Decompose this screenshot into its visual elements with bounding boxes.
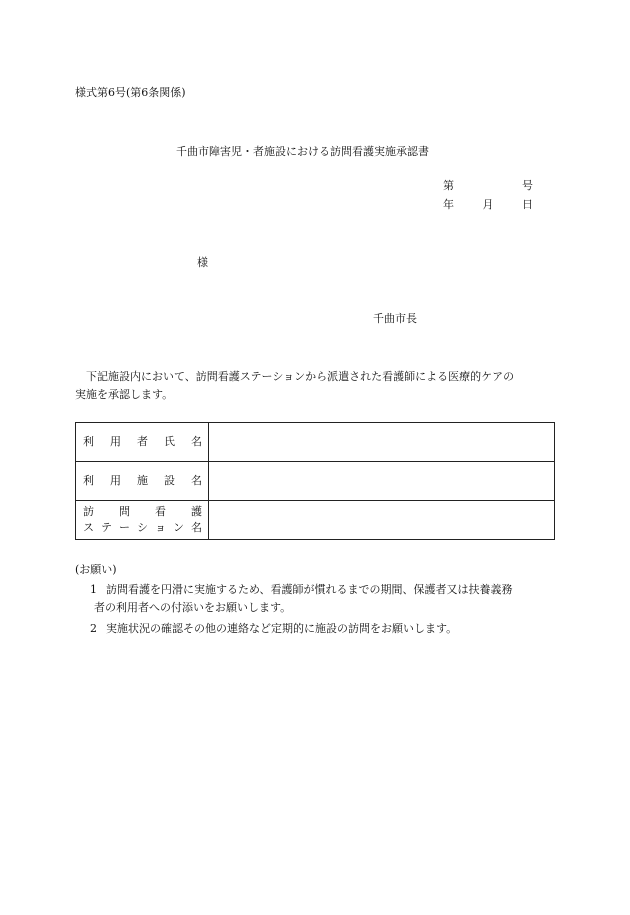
label-char: 問 <box>119 505 130 519</box>
station-name-label-cell <box>76 501 209 540</box>
table-row <box>76 423 555 462</box>
note-item <box>90 581 560 616</box>
label-char: ョ <box>155 521 166 534</box>
station-name-value-cell[interactable] <box>209 501 555 540</box>
label-char: 訪 <box>83 505 94 519</box>
body-line-1: 下記施設内において、訪問看護ステーションから派遣された看護師による医療的ケアの <box>86 370 515 383</box>
label-char: 看 <box>155 505 166 519</box>
label-char: テ <box>101 521 112 534</box>
label-char: 名 <box>191 521 202 534</box>
date-month: 月 <box>482 198 494 211</box>
label-char: ン <box>173 521 184 534</box>
note-line-2: 者の利用者への付添いをお願いします。 <box>94 600 292 614</box>
note-item <box>90 620 560 638</box>
facility-name-label <box>76 474 208 489</box>
body-line-2: 実施を承認します。 <box>75 387 174 401</box>
label-char: 氏 <box>164 434 175 448</box>
user-name-label <box>76 435 208 450</box>
body-text <box>75 368 560 403</box>
label-char: 設 <box>164 473 175 487</box>
date-day: 日 <box>522 198 533 211</box>
label-char: 用 <box>110 434 121 448</box>
label-char: ー <box>119 521 130 534</box>
label-char: シ <box>137 521 148 534</box>
note-line-1: 実施状況の確認その他の連絡など定期的に施設の訪問をお願いします。 <box>106 622 458 635</box>
note-number: 2 <box>90 622 97 635</box>
station-name-label <box>76 504 208 536</box>
label-char: 護 <box>191 505 202 519</box>
label-char: ス <box>83 521 94 534</box>
label-char: 名 <box>191 473 202 487</box>
station-label-line-2 <box>83 520 202 536</box>
note-number: 1 <box>90 583 97 596</box>
notes-heading: (お願い) <box>75 563 117 576</box>
label-char: 利 <box>83 473 94 487</box>
document-number-suffix: 号 <box>522 179 533 192</box>
date-year: 年 <box>443 198 454 211</box>
user-name-label-cell <box>76 423 209 462</box>
facility-name-label-cell <box>76 462 209 501</box>
label-char: 用 <box>110 473 121 487</box>
label-char: 者 <box>137 434 148 448</box>
info-table <box>75 422 555 540</box>
label-char: 施 <box>137 473 148 487</box>
issuer: 千曲市長 <box>373 312 417 325</box>
document-number-line <box>443 179 533 194</box>
document-title: 千曲市障害児・者施設における訪問看護実施承認書 <box>176 145 429 158</box>
table-row <box>76 462 555 501</box>
table-row <box>76 501 555 540</box>
facility-name-value-cell[interactable] <box>209 462 555 501</box>
station-label-line-1 <box>83 504 202 520</box>
addressee-suffix: 様 <box>197 256 208 269</box>
label-char: 利 <box>83 434 94 448</box>
label-char: 名 <box>191 434 202 448</box>
note-line-1: 訪問看護を円滑に実施するため、看護師が慣れるまでの期間、保護者又は扶養義務 <box>106 583 513 596</box>
form-number: 様式第6号(第6条関係) <box>75 86 186 99</box>
user-name-value-cell[interactable] <box>209 423 555 462</box>
date-line <box>443 198 533 213</box>
document-number-prefix: 第 <box>443 179 454 192</box>
